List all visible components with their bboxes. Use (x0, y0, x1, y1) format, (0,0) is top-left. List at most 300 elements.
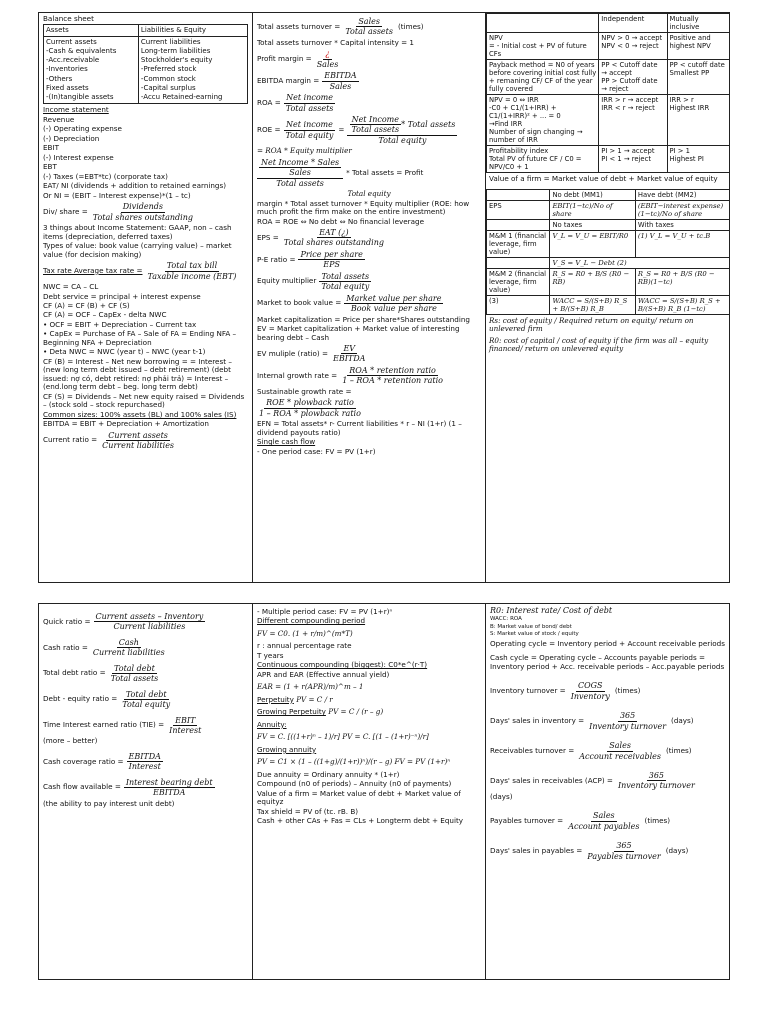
numerator: Net income (286, 93, 333, 103)
formula-suffix: (times) (666, 745, 692, 755)
numerator: Price per share (300, 249, 363, 259)
income-line: (-) Interest expense (43, 152, 114, 162)
liability-line: -Capital surplus (140, 83, 196, 92)
rs-note: Rs: cost of equity / Required return on equity/ return on unlevered firm (489, 315, 694, 334)
cfa-note: (the ability to pay interest unit debt) (43, 798, 175, 808)
mm-table (486, 189, 730, 315)
denominator: 1 – ROA * retention ratio (342, 376, 443, 386)
numerator: Cash (118, 637, 139, 647)
growing-annuity-formula: PV = C1 × (1 – ((1+g)/(1+r))ⁿ)/(r – g) FV = PV (1+r)ⁿ (257, 757, 451, 767)
tail-line: Due annuity = Ordinary annuity * (1+r) (257, 769, 400, 779)
formula-label: Time Interest earned ratio (TIE) = (43, 720, 165, 730)
mm-vs-row: V_S = V_L − Debt (2) (550, 257, 730, 268)
denominator: Total equity (285, 130, 334, 140)
equity-multiplier-formula (257, 272, 481, 292)
liability-line: Stockholder's equity (140, 56, 213, 65)
table-cell: IRR > r Highest IRR (667, 95, 730, 146)
tail-line: Cash + other CAs + Fas = CLs + Longterm debt + Equity (257, 816, 464, 826)
fraction (340, 366, 445, 386)
tie-formula (43, 716, 248, 736)
table-cell: PP < Cutoff date → accept PP > Cutoff date → reject (599, 60, 667, 95)
independent-header: Independent (599, 14, 667, 33)
single-cash-flow-title: Single cash flow (257, 437, 316, 447)
numerator: Current assets – Inventory (95, 612, 204, 621)
current-ratio-formula (43, 431, 248, 451)
assets-header: Assets (44, 25, 139, 36)
growing-perpetuity-row (257, 708, 481, 716)
single-cash-flow-line: - One period case: FV = PV (1+r) (257, 446, 376, 456)
cash-flow-line: NWC = CA – CL (43, 282, 99, 292)
liability-line: Current liabilities (140, 37, 201, 46)
ev-line: EV = Market capitalization + Market value of interesting bearing debt – Cash (257, 324, 460, 342)
fraction (91, 638, 167, 658)
bottom-col-1 (39, 604, 252, 979)
table-cell: Positive and highest NPV (667, 33, 730, 60)
numerator: Market value per share (346, 293, 442, 303)
denominator: Account receivables (579, 751, 661, 761)
mm-empty-2 (487, 219, 550, 230)
liability-line: -Preferred stock (140, 65, 197, 74)
income-line: EBIT (43, 143, 59, 153)
value-of-firm-line: Value of a firm = Market value of debt + Market value of equity (489, 174, 718, 184)
dsi-formula (490, 711, 727, 731)
annuity-formula: FV = C. [((1+r)ⁿ – 1)/r] PV = C. [(1 – (1+r)⁻ⁿ)/r] (257, 732, 429, 742)
tiny-notes (490, 616, 727, 637)
payables-turnover-formula (490, 811, 727, 831)
perpetuity-title: Perpetuity (257, 694, 294, 704)
denominator: Total assets (276, 178, 324, 188)
formula-label: EBITDA margin = (257, 75, 320, 85)
rate-line: T years (257, 650, 284, 660)
cash-flow-line: CF (A) = OCF – CapEx - delta NWC (43, 310, 167, 320)
r0-note: R0: cost of capital / cost of equity if the firm was all – equity financed/ return on unlevered equity (489, 335, 709, 354)
sustainable-growth-label: Sustainable growth rate = (257, 386, 352, 396)
income-line: EAT/ NI (dividends + addition to retained earnings) (43, 181, 227, 191)
eps-formula (257, 228, 481, 248)
debt-equity-formula (43, 690, 248, 710)
denominator: Current liabilities (92, 648, 165, 658)
tat-formula (257, 17, 481, 37)
cash-flow-line: • OCF = EBIT + Depreciation – Current tax (43, 319, 197, 329)
mm-empty-3 (487, 257, 550, 268)
tax-rate-formula (43, 261, 248, 281)
tail-line: Tax shield = PV of (tc. rB. B) (257, 806, 359, 816)
table-cell: NPV = 0 ⇔ IRR -C0 + C1/(1+IRR) + C1/(1+IRR)² + ... = 0 →Find IRR Number of sign changing → number of IRR (487, 95, 599, 146)
cash-flow-lines (43, 283, 248, 410)
mm-eps-no-debt: EBIT(1−tc)/No of share (550, 200, 635, 219)
mm-eps-label: EPS (487, 200, 550, 219)
asset-line: -Inventories (46, 65, 88, 74)
internal-growth-formula (257, 366, 481, 386)
tiny-note: B: Market value of bond/ debt (490, 623, 572, 630)
continuous-compounding-title: Continuous compounding (biggest): C0*e^(r·T) (257, 660, 428, 670)
table-cell: IRR > r → accept IRR < r → reject (599, 95, 667, 146)
tail-line: Value of a firm = Market value of debt + Market value of equityz (257, 788, 461, 807)
denominator: Inventory turnover (617, 781, 695, 791)
denominator: Total equity (122, 700, 171, 710)
ebitda-margin-formula (257, 71, 481, 91)
top-col-1 (39, 13, 252, 582)
formula-label: EV muliple (ratio) = (257, 348, 329, 358)
fraction (349, 115, 401, 135)
cash-flow-line: CF (A) = CF (B) + CF (S) (43, 300, 130, 310)
denominator: Interest (128, 762, 161, 772)
growing-perpetuity-title: Growing Perpetuity (257, 707, 326, 717)
liabilities-cell (138, 36, 247, 104)
formula-suffix: (days) (671, 715, 694, 725)
formula-label: Cash ratio = (43, 642, 88, 652)
formula-tail: * Total assets (401, 119, 456, 129)
numerator: ROA * retention ratio (349, 365, 436, 375)
balance-sheet-title: Balance sheet (43, 14, 94, 23)
denominator: Total assets (110, 674, 159, 684)
formula-suffix: (times) (644, 816, 671, 826)
numerator: 365 (616, 841, 632, 851)
table-cell: NPV = - Initial cost + PV of future CFs (487, 33, 599, 60)
total-debt-ratio-formula (43, 664, 248, 684)
ev-multiple-formula (257, 344, 481, 364)
formula-label: Cash flow available = (43, 782, 121, 792)
mm2-with-taxes: R_S = R0 + B/S (R0 − RB)(1−tc) (635, 268, 730, 295)
numerator: EBITDA (128, 751, 161, 761)
fraction (94, 612, 206, 632)
mm-with-taxes: With taxes (635, 219, 730, 230)
empty-header-cell (487, 14, 599, 33)
numerator (257, 158, 343, 179)
formula-suffix: (times) (397, 21, 424, 31)
quick-ratio-formula (43, 612, 248, 632)
asset-line: -Acc.receivable (46, 56, 100, 65)
denominator: Interest (169, 725, 202, 735)
denominator: EBITDA (153, 788, 186, 798)
numerator (347, 115, 457, 136)
dsr-formula (490, 771, 727, 791)
tail-line: Compound (n0 of periods) – Annuity (n0 of payments) (257, 779, 452, 789)
rate-line: r : annual percentage rate (257, 641, 352, 651)
fraction (146, 261, 239, 281)
fraction (585, 841, 662, 861)
market-cap-line: Market capitalization = Price per share*Shares outstanding (257, 314, 470, 324)
formula-label: ROA = (257, 97, 281, 107)
multiple-period-lines (257, 608, 481, 616)
asset-line: Fixed assets (46, 83, 89, 92)
tie-note: (more – better) (43, 736, 98, 746)
income-line: Or NI = (EBIT – Interest expense)*(1 – tc) (43, 190, 191, 200)
fraction (566, 811, 641, 831)
period-line: - Multiple period case: FV = PV (1+r)ⁿ (257, 607, 393, 616)
formula-label: Total debt ratio = (43, 668, 106, 678)
perpetuity-formula: PV = C / r (296, 694, 333, 704)
balance-sheet-table (43, 24, 248, 104)
fraction (91, 202, 195, 222)
formula-label: Tax rate Average tax rate = (43, 265, 143, 275)
fraction (315, 49, 341, 69)
market-to-book-formula (257, 294, 481, 314)
table-row (487, 146, 731, 173)
bottom-col-3 (485, 604, 730, 979)
mm-no-taxes: No taxes (550, 219, 635, 230)
income-statement-notes (43, 224, 248, 259)
fraction (319, 272, 371, 292)
numerator: EBITDA (324, 71, 357, 81)
denominator: Sales (289, 168, 311, 178)
mutually-header: Mutually inclusive (667, 14, 730, 33)
numerator: Net Income (351, 114, 399, 124)
r0-head: R0: Interest rate/ Cost of debt (490, 606, 613, 615)
mm1-label: M&M 1 (financial leverage, firm value) (487, 230, 550, 257)
dupont-line: margin * Total asset turnover * Equity multiplier (ROE: how much profit the firm make on the entire investment) (257, 198, 470, 217)
roe-formula: ROE = $\frac{\text{Net income}}{\text{Total equity}}$ = $\frac{\text{Net Income}}{\text{Total assets}}$ * Total assets Total equity (257, 114, 456, 145)
liability-line: Long-term liabilities (140, 46, 211, 55)
table-row (487, 95, 731, 146)
formula-label: P-E ratio = (257, 254, 296, 264)
income-line: Revenue (43, 114, 75, 124)
fraction (284, 93, 336, 113)
denominator: Account payables (568, 821, 640, 831)
formula-label: ROE = (257, 124, 281, 134)
table-row (487, 33, 731, 60)
table-cell: NPV > 0 → accept NPV < 0 → reject (599, 33, 667, 60)
fraction (616, 771, 697, 791)
fraction (331, 344, 367, 364)
cash-flow-line: Debt service = principal + interest expense (43, 291, 201, 301)
denominator: Taxable income (EBT) (147, 271, 237, 281)
tiny-note: WACC: ROA (490, 616, 522, 623)
tail-lines (257, 771, 481, 826)
numerator: EBIT (175, 715, 196, 725)
numerator: Total tax bill (166, 261, 218, 271)
fraction (569, 681, 612, 701)
numerator: Net income (286, 120, 333, 130)
dupont-notes (257, 200, 481, 226)
mm2-no-taxes: R_S = R0 + B/S (R0 − RB) (550, 268, 635, 295)
formula-label: Quick ratio = (43, 616, 91, 626)
receivables-turnover-formula (490, 741, 727, 761)
numerator: Net Income * Sales (261, 157, 340, 167)
efn-line: EFN = Total assets* r- Current liabilities * r – NI (1+r) (1 – dividend payouts ratio) (257, 419, 462, 437)
numerator: 365 (619, 711, 636, 721)
inventory-turnover-formula (490, 681, 727, 701)
numerator: Total assets (321, 271, 370, 281)
top-panel (38, 12, 730, 583)
mm-eps-have-debt: (EBIT−interest expense)(1−tc)/No of share (635, 200, 730, 219)
fraction (257, 398, 363, 418)
denominator: Current liabilities (102, 441, 175, 451)
growing-annuity-title: Growing annuity (257, 744, 317, 754)
income-statement-lines (43, 116, 248, 200)
fraction (167, 716, 203, 736)
formula-label: Total assets turnover = (257, 21, 341, 31)
cash-flow-line: • Deta NWC = NWC (year t) – NWC (year t-1) (43, 347, 206, 357)
numerator: Dividends (122, 202, 163, 212)
formula-label: Current ratio = (43, 435, 98, 445)
fraction (124, 778, 215, 798)
mm-have-debt: Have debt (MM2) (635, 189, 730, 200)
dupont-formula (257, 158, 481, 188)
fraction (109, 664, 161, 684)
div-share-formula (43, 202, 248, 222)
cash-flow-available-formula (43, 778, 248, 798)
denominator: Book value per share (350, 304, 437, 314)
note-line: 3 things about Income Statement: GAAP, non – cash items (depreciation, deferred taxes) (43, 223, 232, 241)
perpetuity-row (257, 696, 481, 704)
formula-label: Equity multiplier (257, 276, 317, 286)
denominator: Total assets (351, 125, 400, 135)
fraction (298, 250, 364, 270)
fv-compounding-line: FV = C0. (1 + r/m)^(m*T) (257, 628, 353, 638)
cash-flow-line: • CapEx = Purchase of FA – Sale of FA = Ending NFA – Beginning NFA + Depreciation (43, 329, 237, 347)
dsr-suffix: (days) (490, 791, 513, 801)
assets-cell (44, 36, 139, 104)
liability-line: -Common stock (140, 74, 196, 83)
fraction (344, 294, 443, 314)
denominator: 1 – ROA * plowback ratio (259, 408, 361, 418)
denominator: Inventory turnover (589, 721, 667, 731)
formula-label: Payables turnover = (490, 816, 564, 826)
formula-label: Receivables turnover = (490, 745, 575, 755)
roe-equity-line: = ROA * Equity multiplier (257, 146, 352, 156)
fraction (284, 120, 336, 140)
mm-no-debt: No debt (MM1) (550, 189, 635, 200)
dupont-denominator: Total equity (347, 189, 391, 199)
table-cell: Payback method = N0 of years before covering initial cost fully + remaning CF/ CF of the year fully covered (487, 60, 599, 95)
liability-line: -Accu Retained-earning (140, 93, 223, 102)
wacc-with-taxes: WACC = S/(S+B) R_S + B/(S+B) R_B (1−tc) (635, 295, 730, 314)
formula-label: Profit margin = (257, 54, 312, 64)
fraction (127, 752, 163, 772)
formula-label: EPS = (257, 232, 279, 242)
income-statement-title: Income statement (43, 105, 109, 115)
apr-line: APR and EAR (Effective annual yield) (257, 669, 390, 679)
numerator: Total debt (114, 663, 155, 673)
formula-label: Market to book value = (257, 298, 342, 308)
profit-margin-formula (257, 49, 481, 69)
formula-label: Days' sales in receivables (ACP) = (490, 775, 613, 785)
formula-label: Cash coverage ratio = (43, 756, 124, 766)
numerator: Sales (358, 17, 380, 26)
mm3-label: (3) (487, 295, 550, 314)
asset-line: -Cash & equivalents (46, 46, 117, 55)
common-sizes-line: Common sizes: 100% assets (BL) and 100% sales (IS) (43, 409, 237, 419)
fraction (587, 711, 668, 731)
formula-suffix: (times) (614, 686, 641, 696)
fraction (120, 690, 172, 710)
bottom-col-2 (252, 604, 485, 979)
operating-cycle-line: Operating cycle = Inventory period + Account receivable periods (490, 638, 725, 648)
roa-formula (257, 93, 481, 113)
fraction (100, 431, 176, 451)
denominator: Total assets (285, 103, 334, 113)
formula-suffix: (days) (665, 845, 689, 855)
table-cell: PP < cutoff date Smallest PP (667, 60, 730, 95)
denominator: Total shares outstanding (92, 212, 193, 222)
table-cell: Profitability index Total PV of future CF / C0 = NPV/C0 + 1 (487, 146, 599, 173)
fraction (259, 158, 341, 178)
mm-empty (487, 189, 550, 200)
capital-budgeting-table (486, 13, 730, 173)
denominator: Total shares outstanding (283, 238, 384, 248)
fraction (282, 228, 386, 248)
numerator: Interest bearing debt (125, 777, 213, 787)
cash-ratio-formula (43, 638, 248, 658)
asset-line: -Others (46, 74, 73, 83)
cash-coverage-formula (43, 752, 248, 772)
formula-label: Debt - equity ratio = (43, 694, 118, 704)
formula-label: Internal growth rate = (257, 370, 338, 380)
formula-label: Days' sales in payables = (490, 845, 583, 855)
dsp-formula (490, 841, 727, 861)
formula-label: Inventory turnover = (490, 686, 566, 696)
mm1-with-taxes: (1) V_L = V_U + tc.B (635, 230, 730, 257)
note-line: Types of value: book value (carrying value) – market value (for decision making) (43, 241, 232, 259)
numerator: ROE * plowback ratio (266, 398, 354, 408)
denominator: Sales (316, 59, 339, 69)
income-line: (-) Taxes (=EBT*tc) (corporate tax) (43, 171, 168, 181)
numerator: COGS (577, 681, 603, 691)
cash-cycle-line: Cash cycle = Operating cycle – Accounts payable periods = Inventory period + Acc. receivable periods – Acc.payable periods (490, 653, 725, 671)
numerator: 365 (648, 770, 665, 780)
pe-formula (257, 250, 481, 270)
ear-line: EAR = (1 + r(APR)/m)^m – 1 (257, 682, 364, 692)
numerator: Total debt (125, 689, 167, 699)
cash-flow-line: CF (B) = Interest – Net new borrowing = = Interest – (new long term debt issued – debt retirement) (debt issued: nợ có, debt retired: nợ phải trả) = Interest –(end.long term debt – beg. long term debt) (43, 356, 232, 392)
income-line: (-) Depreciation (43, 133, 100, 143)
annuity-title: Annuity: (257, 719, 287, 729)
formula-tail: * Total assets = Profit (346, 167, 424, 177)
numerator: Sales (593, 811, 615, 821)
income-line: (-) Operating expense (43, 124, 122, 134)
tiny-note: S: Market value of stock / equity (490, 631, 579, 638)
ebitda-line: EBITDA = EBIT + Depreciation + Amortization (43, 419, 209, 429)
denominator: Inventory (570, 691, 610, 701)
asset-line: Current assets (46, 37, 97, 46)
denominator: Total equity (321, 282, 370, 292)
fraction (347, 115, 457, 145)
table-row (487, 60, 731, 95)
sustainable-growth-formula (257, 398, 481, 418)
fraction (257, 158, 343, 188)
formula-label: Div/ share = (43, 207, 88, 217)
denominator: Current liabilities (113, 622, 186, 632)
denominator: Sales (329, 81, 352, 91)
rate-notes (257, 642, 481, 660)
bottom-panel (38, 603, 730, 980)
wacc-no-taxes: WACC = S/(S+B) R_S + B/(S+B) R_B (550, 295, 635, 314)
mm2-label: M&M 2 (financial leverage, firm value) (487, 268, 550, 295)
denominator: Total equity (378, 135, 427, 145)
liabilities-header: Liabilities & Equity (138, 25, 247, 36)
asset-line: -(In)tangible assets (46, 93, 114, 102)
numerator: Sales (609, 741, 631, 751)
denominator: Payables turnover (587, 851, 661, 861)
denominator: Total assets (345, 27, 393, 37)
fraction (343, 17, 395, 37)
table-cell: PI > 1 Highest PI (667, 146, 730, 173)
growing-perpetuity-formula: PV = C / (r – g) (328, 707, 384, 717)
cash-flow-line: CF (S) = Dividends – Net new equity raised = Dividends – (stock sold – stock repurchased) (43, 391, 245, 410)
top-col-2 (252, 13, 485, 582)
table-cell: PI > 1 → accept PI < 1 → reject (599, 146, 667, 173)
top-col-3 (485, 13, 730, 582)
compounding-title: Different compounding period (257, 616, 366, 626)
numerator: Current assets (108, 430, 168, 440)
fraction (322, 71, 358, 91)
fraction (577, 741, 663, 761)
formula-label: Days' sales in inventory = (490, 715, 585, 725)
numerator: EAT (¿) (319, 228, 349, 238)
denominator: EPS (323, 260, 340, 270)
income-line: EBT (43, 162, 57, 172)
